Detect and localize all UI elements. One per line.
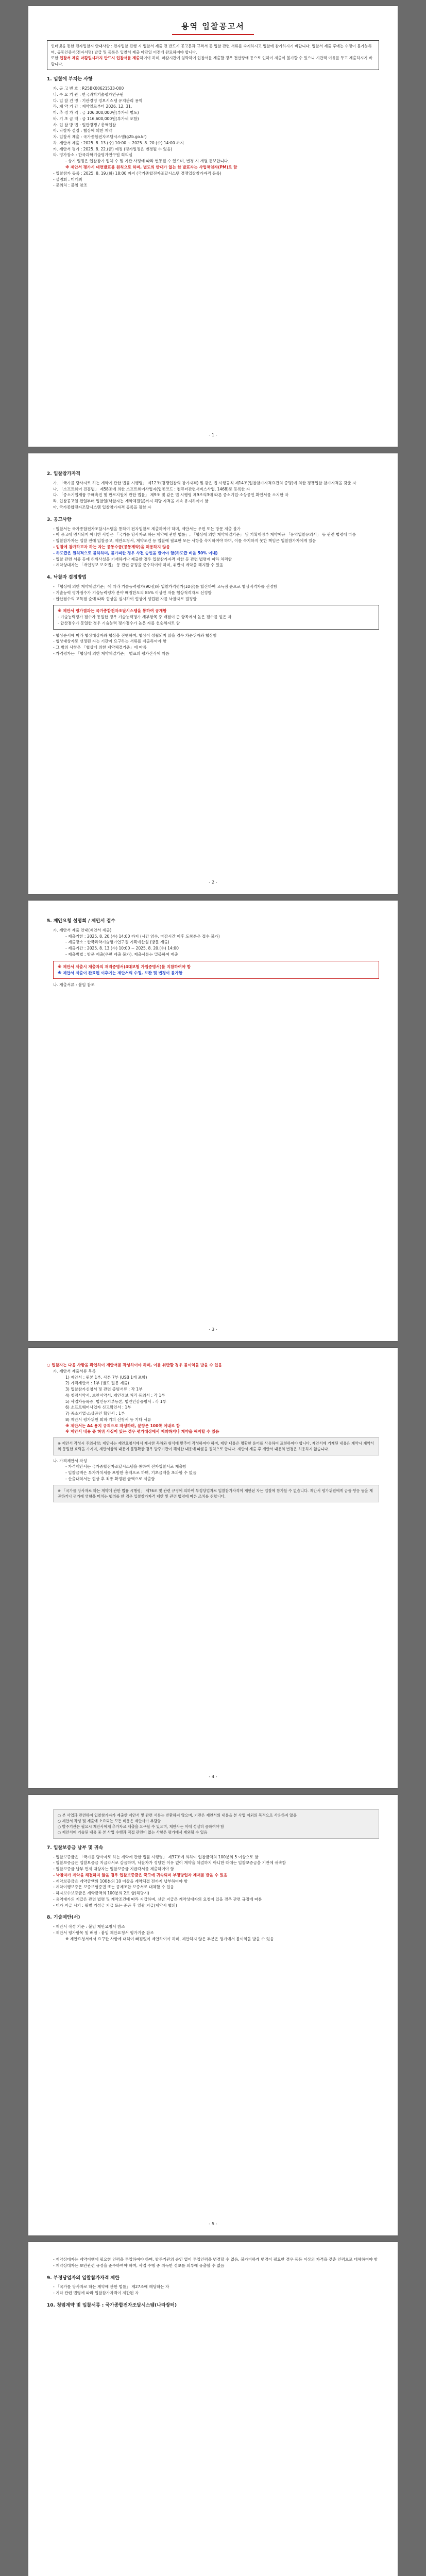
list-item: 마. 추 정 가 격 : 금 106,000,000원(부가세 별도) [53, 110, 139, 115]
list-item: - 설명회 : 미개최 [53, 177, 82, 182]
list-item: - 문의처 : 붙임 참조 [53, 183, 88, 188]
list-item: 바. 기 초 금 액 : 금 116,600,000원(부가세 포함) [53, 116, 139, 121]
list-item: 차. 제안서 제출 : 2025. 8. 13.(수) 10:00 ~ 2025. 8. 20.(수) 14:00 까지 [53, 140, 184, 145]
notice-highlight: 입찰서 제출 마감일시까지 반드시 입찰서를 제출 [59, 56, 140, 61]
list-item: - 합산점수가 동일한 경우 기술능력 평가점수가 높은 자를 선순위자로 함 [58, 620, 180, 625]
list-item: - 제출기한 : 2025. 8. 20.(수) 14:00 까지 (시간 엄수, 마감시간 이후 도착분은 접수 불가) [65, 934, 220, 939]
list-item: - 협상대상자로 선정된 자는 기관이 요구하는 서류를 제출하여야 함 [53, 639, 167, 644]
list-item: - 제안서 작성 기준 : 붙임 제안요청서 참조 [53, 1924, 125, 1929]
section-8-list [47, 1924, 379, 1942]
section-6-list-2 [47, 1458, 379, 1482]
highlighted-note: ○ 입찰자는 다음 사항을 확인하여 제안서를 작성하여야 하며, 이를 위반할 경우 불이익을 받을 수 있음 [47, 1363, 222, 1367]
section-8-heading: 8. 기술제안(서) [47, 1915, 80, 1921]
list-item: - 기타 관련 법령에 따라 입찰참가자격이 제한된 자 [53, 2291, 139, 2296]
list-item: 1) 제안서 : 원본 1부, 사본 7부 (USB 1개 포함) [65, 1375, 147, 1380]
list-item: 가. 「국가를 당사자로 하는 계약에 관한 법률 시행령」 제12조(경쟁입찰의 참가자격) 및 같은 법 시행규칙 제14조(입찰참가자격요건의 증명)에 의한 경쟁입찰 참가자격을 갖춘 자 [53, 480, 356, 485]
section-9-list [47, 2284, 379, 2296]
notice-box [47, 40, 379, 70]
list-item: 마. 국가종합전자조달시스템 입찰참가자격 등록을 필한 자 [53, 505, 151, 510]
notice-text-2: 또한 입찰서 제출 마감일시까지 반드시 입찰서를 제출하여야 하며, 마감시간에 임박하여 입찰서를 제출할 경우 전산장애 등으로 인하여 제출이 불가할 수 있으니 시간적 여유를 두고 제출하시기 바랍니다. [51, 56, 372, 66]
highlighted-note: ※ 제안서 내용 중 허위 사실이 있는 경우 평가대상에서 제외하거나 계약을 해지할 수 있음 [65, 1429, 219, 1434]
document-page-1 [28, 6, 398, 447]
list-item: - 제출기간 : 2025. 8. 13.(수) 10:00 ~ 2025. 8. 20.(수) 14:00 [65, 946, 179, 951]
list-item: - 계약상대자는 계약이행에 필요한 인력을 투입하여야 하며, 발주기관의 승인 없이 투입인력을 변경할 수 없음. 불가피하게 변경이 필요한 경우 동등 이상의 자격을 갖춘 인력으로 대체하여야 함 [53, 2257, 378, 2262]
document-page-3 [28, 901, 398, 1341]
section-4-heading: 4. 낙찰자 결정방법 [47, 575, 87, 581]
list-item: - 가격평가는 「협상에 의한 계약체결기준」 별표의 평가산식에 따름 [53, 651, 169, 656]
list-item: 4) 청렴서약서, 보안서약서, 개인정보 처리 동의서 : 각 1부 [65, 1393, 165, 1398]
list-item: ○ 제안서 작성 및 제출에 소요되는 모든 비용은 제안사가 부담함 [58, 1819, 161, 1824]
list-item: 자. 입찰서 제출 : 국가종합전자조달시스템(g2b.go.kr) [53, 134, 147, 140]
list-item: - 입찰보증금은 「국가를 당사자로 하는 계약에 관한 법률 시행령」 제37조에 의하여 입찰금액의 100분의 5 이상으로 함 [53, 1854, 259, 1859]
list-item: - 입찰보증금 납부 면제 대상자는 입찰보증금 지급각서를 제출하여야 함 [53, 1867, 174, 1872]
evaluation-box [53, 605, 379, 629]
highlighted-note: ※ 제안서 제출이 완료된 이후에는 제안서의 수정, 보완 및 변경이 불가함 [58, 970, 183, 975]
section-4-list [47, 584, 379, 602]
list-item: 다. 입 찰 건 명 : 기관경영 정보시스템 유지관리 용역 [53, 98, 143, 103]
document-page-4 [28, 1348, 398, 1788]
list-item: 2) 가격제안서 : 1부 (별도 밀봉 제출) [65, 1381, 129, 1386]
list-item: - 「국가를 당사자로 하는 계약에 관한 법률」 제27조에 해당하는 자 [53, 2284, 169, 2290]
list-item: - 하자보수보증금은 계약금액의 100분의 2로 함(해당시) [53, 1891, 149, 1896]
list-item: 나. 제출서류 : 붙임 참조 [53, 982, 95, 988]
page-number: - 5 - [209, 2222, 217, 2226]
highlighted-note: ※ 제안서는 A4 용지 규격으로 작성하며, 분량은 100쪽 이내로 함 [65, 1423, 180, 1428]
list-item: - 입찰참가 등록 : 2025. 8. 19.(화) 18:00 까지 (국가종합전자조달시스템 경쟁입찰참가자격 등록) [53, 171, 221, 176]
highlighted-note: - 하도급은 원칙적으로 불허하며, 불가피한 경우 사전 승인을 받아야 함(하도급 비율 50% 이내) [53, 550, 218, 555]
section-4-list-2 [47, 633, 379, 657]
list-item: ○ 본 사업과 관련하여 입찰참가자가 제출한 제안서 및 관련 서류는 반환하지 않으며, 기관은 제안서의 내용을 본 사업 이외의 목적으로 사용하지 않음 [58, 1813, 297, 1818]
list-item: - 대가 지급 시기 : 월별 기성금 지급 또는 준공 후 일괄 지급(계약시 협의) [53, 1903, 177, 1908]
list-item: - 계약보증금은 계약금액의 100분의 10 이상을 계약체결 전까지 납부하여야 함 [53, 1878, 188, 1884]
submission-notice-box [53, 961, 379, 979]
list-item: - 계약이행보증은 보증보험증권 또는 공제조합 보증서로 대체할 수 있음 [53, 1885, 174, 1890]
section-10-heading: 10. 청렴계약 및 입찰서류 : 국가종합전자조달시스템(나라장터) [47, 2303, 177, 2308]
document-page-6 [28, 2242, 398, 2576]
list-item: ※ 제안요청서에서 요구한 사항에 대하여 빠짐없이 제안하여야 하며, 제안하지 않은 부분은 평가에서 불이익을 받을 수 있음 [65, 1936, 274, 1941]
list-item: - 제출장소 : 한국과학기술평가연구원 기획예산실 (방문 제출) [65, 940, 169, 945]
section-2-list [47, 480, 379, 511]
list-item: ○ 제안서에 기술된 내용 중 본 사업 수행과 직접 관련이 없는 사항은 평가에서 제외될 수 있음 [58, 1830, 208, 1835]
list-item: - 기술능력 평가점수가 기술능력평가 분야 배점한도의 85% 이상인 자를 협상적격자로 선정함 [53, 590, 212, 595]
general-terms-box [53, 1809, 379, 1839]
page-number: - 2 - [209, 880, 217, 885]
list-item: 3) 입찰참가신청서 및 관련 증빙서류 : 각 1부 [65, 1387, 143, 1392]
list-item: - 협상순서에 따라 협상대상자와 협상을 진행하며, 협상이 성립되지 않을 경우 차순위자와 협상함 [53, 633, 217, 638]
list-item: 5) 사업자등록증, 법인등기부등본, 법인인감증명서 : 각 1부 [65, 1399, 166, 1404]
document-page-5 [28, 1795, 398, 2235]
list-item: 가. 제안서 제출 안내(제안서 제출) [53, 927, 112, 933]
section-2-heading: 2. 입찰참가자격 [47, 471, 80, 477]
section-1-heading: 1. 입찰에 부치는 사항 [47, 77, 93, 82]
section-5-heading: 5. 제안요청 설명회 / 제안서 접수 [47, 919, 115, 924]
list-item: 8) 제안서 평가위원 회피·기피 신청서 등 기타 서류 [65, 1417, 151, 1422]
list-item: - 합산점수의 고득점 순에 따라 협상을 실시하여 협상이 성립된 자를 낙찰자로 결정함 [53, 596, 197, 601]
list-item: - 입찰서는 국가종합전자조달시스템을 통하여 전자입찰로 제출하여야 하며, 제안서는 우편 또는 방문 제출 불가 [53, 526, 241, 531]
highlighted-note: ※ 제안서 평가시 대면발표를 원칙으로 하며, 별도의 안내가 없는 한 발표자는 사업책임자(PM)로 함 [65, 165, 237, 170]
section-7-list [47, 1854, 379, 1909]
page-number: - 3 - [209, 1327, 217, 1332]
document-page-2 [28, 453, 398, 894]
list-item: - 계약상대자는 「개인정보 보호법」 등 관련 규정을 준수하여야 하며, 위반시 계약을 해지할 수 있음 [53, 563, 224, 568]
document-title: 용역 입찰공고서 [47, 21, 379, 35]
section-3-list [47, 526, 379, 568]
list-item: 나. 「소프트웨어 진흥법」 제58조에 의한 소프트웨어사업자(업종코드 : 컴퓨터관련서비스사업, 1468)로 등록한 자 [53, 486, 250, 492]
list-item: - 「협상에 의한 계약체결기준」에 따라 기술능력평가(90점)와 입찰가격평가(10점)를 합산하여 고득점 순으로 협상적격자를 선정함 [53, 584, 278, 589]
list-item: - 계약상대자는 보안관련 규정을 준수하여야 하며, 사업 수행 중 취득한 정보를 외부에 유출할 수 없음 [53, 2263, 225, 2268]
list-item: - 제출방법 : 방문 제출(우편 제출 불가), 제출서류는 밀봉하여 제출 [65, 952, 178, 957]
list-item: 다. 「중소기업제품 구매촉진 및 판로지원에 관한 법률」 제9조 및 같은 법 시행령 제9조의3에 따른 중소기업·소상공인 확인서를 소지한 자 [53, 493, 288, 498]
section-6-list [47, 1368, 379, 1435]
highlighted-note: - 입찰에 참가하고자 하는 자는 공동수급(공동계약)을 허용하지 않음 [53, 545, 170, 549]
list-item: 타. 평가장소 : 한국과학기술평가연구원 회의실 [53, 152, 133, 158]
list-item: - 용역대가의 지급은 관련 법령 및 계약조건에 따라 지급하며, 선금 지급은 계약상대자의 요청이 있을 경우 관련 규정에 따름 [53, 1896, 262, 1902]
list-item: - 산출내역서는 협상 후 최종 확정된 금액으로 제출함 [65, 1476, 155, 1481]
list-item: - 이 공고에 명시되지 아니한 사항은 「국가를 당사자로 하는 계약에 관한 법률」, 「협상에 의한 계약체결기준」 및 기획재정부 계약예규 「용역입찰유의서」 등 관련 법령에 따름 [53, 532, 356, 537]
highlighted-note: ※ 제안서 평가결과는 국가종합전자조달시스템을 통하여 공개함 [58, 608, 167, 614]
list-item: - 입찰 관련 서류 등에 허위사실을 기재하거나 제출한 경우 입찰참가자격 제한 등 관련 법령에 따라 처리함 [53, 556, 232, 562]
list-item: 가. 제안서 제출서류 목록 [53, 1368, 96, 1374]
section-9-heading: 9. 부정당업자의 입찰참가자격 제한 [47, 2275, 120, 2281]
page-number: - 4 - [209, 1774, 217, 1779]
highlighted-note: ※ 제안서 제출시 제출자의 재직증명서(4대보험 가입증명서)를 지참하여야 함 [58, 964, 191, 969]
section-1-list [47, 86, 379, 189]
list-item: 나. 가격제안서 작성 [53, 1458, 87, 1463]
restriction-box: ※ 「국가를 당사자로 하는 계약에 관한 법률 시행령」 제76조 및 관련 규정에 의하여 부정당업자로 입찰참가자격이 제한된 자는 입찰에 참가할 수 없습니다. 제안서 평가위원에게 금품·향응 등을 제공하거나 평가에 영향을 미치는 행위를 한 경우 입찰참가자격 제한 및 관련 법령에 따른 조치를 취합니다. [53, 1485, 379, 1502]
list-item: 가. 공 고 번 호 : R25BK00621533-000 [53, 86, 124, 91]
caution-box: ※ 제안서 작성시 주의사항: 제안서는 제안요청서에서 제시한 목차와 형식에 맞추어 작성하여야 하며, 제안 내용은 명확한 용어를 사용하여 표현하여야 합니다. 제안서에 기재된 내용은 계약시 계약서와 동일한 효력을 가지며, 제안서상의 내용이 불명확한 경우 발주기관이 해석한 내용에 따름을 원칙으로 합니다. 제안서 제출 후 제안서 내용의 변경은 허용하지 않습니다. [53, 1437, 379, 1455]
list-item: 라. 계 약 기 간 : 계약일로부터 2026. 12. 31. [53, 104, 132, 109]
list-item: 아. 낙찰자 결정 : 협상에 의한 계약 [53, 128, 112, 133]
list-item: 나. 수 요 기 관 : 한국과학기술평가연구원 [53, 92, 124, 97]
list-item: - 입찰보증금은 입찰보증금 지급각서로 갈음하며, 낙찰자가 정당한 이유 없이 계약을 체결하지 아니한 때에는 입찰보증금을 기관에 귀속함 [53, 1860, 286, 1866]
list-item: - 기술능력평가 점수가 동일한 경우 기술능력평가 세부항목 중 배점이 큰 항목에서 높은 점수를 얻은 자 [58, 615, 232, 620]
section-5-list [47, 927, 379, 958]
list-item: 사. 입 찰 방 법 : 일반경쟁 / 총액입찰 [53, 122, 116, 127]
notice-text-1: 인터넷을 통한 전자입찰시 안내사항 : 전자입찰 진행 시 입찰서 제출 전 반드시 공고문과 규격서 등 입찰 관련 서류를 숙지하시고 입찰에 참가하시기 바랍니다. 입찰서 제출 후에는 수정이 불가능하며, 공동인증서(전자서명) 발급 및 등록은 입찰서 제출 마감일 이전에 완료하여야 합니다. [51, 44, 372, 55]
section-8b-list [47, 2257, 379, 2269]
list-item: ○ 발주기관은 필요시 제안사에게 추가자료 제출을 요구할 수 있으며, 제안사는 이에 성실히 응하여야 함 [58, 1824, 224, 1829]
list-item: - 입찰금액은 부가가치세를 포함한 총액으로 하며, 기초금액을 초과할 수 없음 [65, 1470, 197, 1476]
list-item: 7) 중소기업·소상공인 확인서 : 1부 [65, 1411, 125, 1416]
section-3-heading: 3. 공고사항 [47, 517, 72, 522]
highlighted-note: - 낙찰자가 계약을 체결하지 않을 경우 입찰보증금은 국고에 귀속되며 부정당업자 제재를 받을 수 있음 [53, 1872, 228, 1877]
page-number: - 1 - [209, 433, 217, 437]
list-item: - 상기 일정은 입찰참가 업체 수 및 기관 사정에 따라 변동될 수 있으며, 변경 시 개별 통보합니다. [65, 159, 229, 164]
list-item: 6) 소프트웨어사업자 신고확인서 : 1부 [65, 1405, 131, 1410]
list-item: - 제안서 평가항목 및 배점 : 붙임 제안요청서 평가기준 참조 [53, 1930, 154, 1936]
list-item: - 가격제안서는 국가종합전자조달시스템을 통하여 전자입찰서로 제출함 [65, 1464, 186, 1469]
section-7-heading: 7. 입찰보증금 납부 및 귀속 [47, 1845, 104, 1851]
list-item: 라. 입찰공고일 전일부터 입찰일(낙찰자는 계약체결일)까지 해당 자격을 계속 유지하여야 함 [53, 499, 209, 504]
list-item: 카. 제안서 평가 : 2025. 8. 22.(금) 예정 (평가일정은 변경될 수 있음) [53, 146, 173, 151]
list-item: - 그 밖의 사항은 「협상에 의한 계약체결기준」에 따름 [53, 645, 147, 650]
list-item: - 입찰참가자는 입찰 전에 입찰공고, 제안요청서, 계약조건 등 입찰에 필요한 모든 사항을 숙지하여야 하며, 이를 숙지하지 못한 책임은 입찰참가자에게 있음 [53, 538, 316, 544]
